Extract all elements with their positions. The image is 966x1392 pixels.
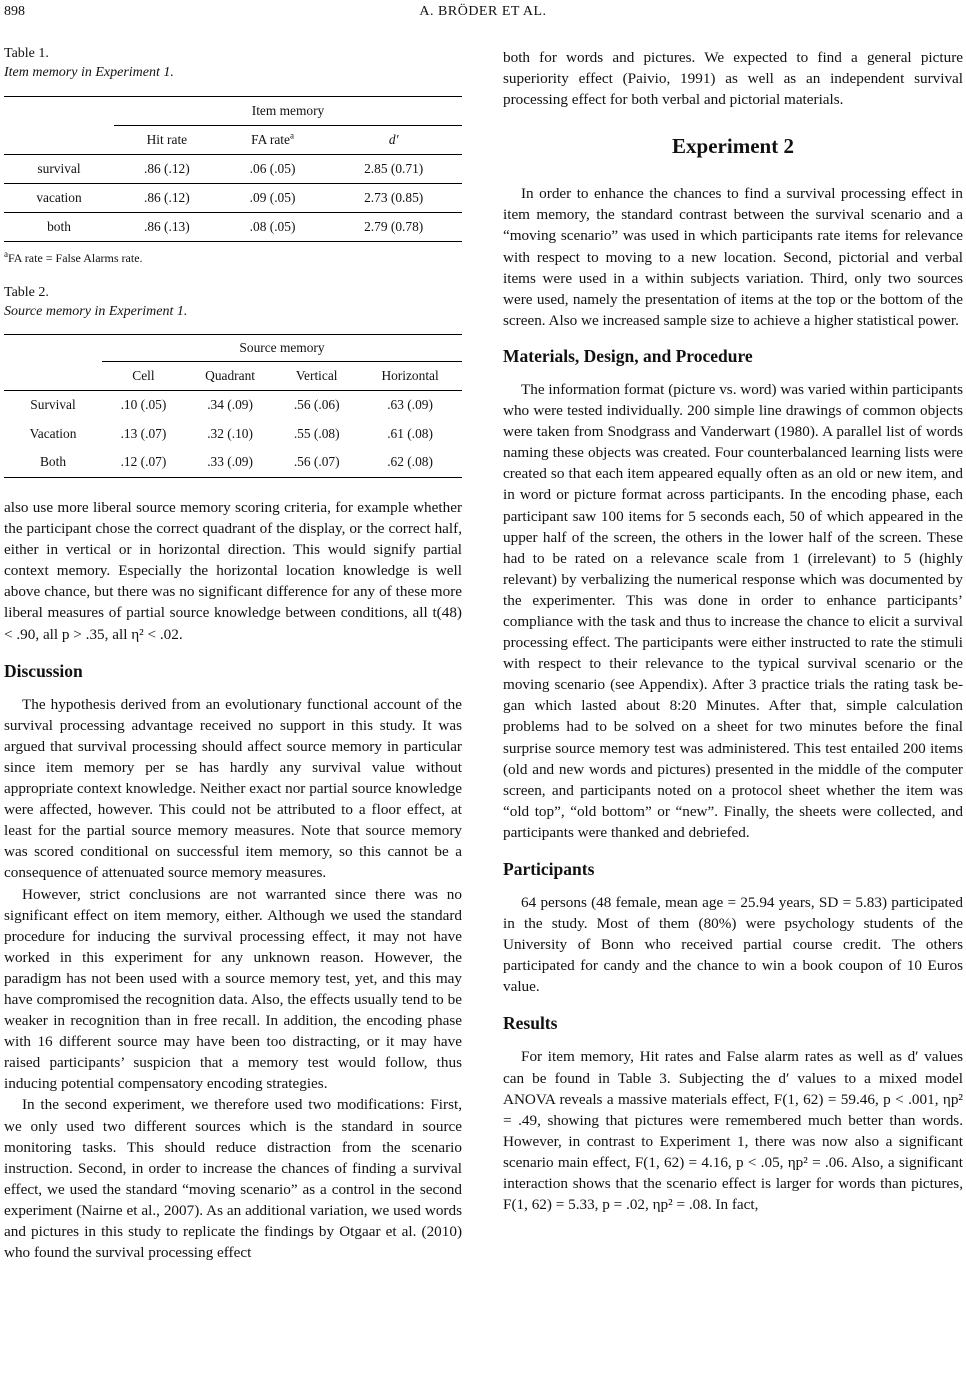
table2-group-header: Source memory	[102, 335, 462, 362]
paragraph: In the second experiment, we therefore used two modifications: First, we only used two different sources which is the standard in source monitoring tasks. This should reduce distraction from the scenario instruction. Second, in order to increase the chances of finding a survival effect, we used the standard “moving scenario” as a control in the second experiment (Nairne et al., 2007). As an additional variation, we used words and pictures in this study to replicate the findings by Otgaar et al. (2010) who found the survival processing effect	[4, 1096, 462, 1262]
table1-col-hit: Hit rate	[146, 132, 188, 147]
running-head: A. BRÖDER ET AL.	[419, 4, 547, 19]
page-number: 898	[4, 4, 25, 19]
table2-caption: Table 2.	[4, 285, 49, 300]
left-column	[4, 44, 462, 1263]
section-heading-discussion: Discussion	[4, 660, 83, 681]
table1-group-header: Item memory	[114, 97, 462, 126]
table2-col-cell: Cell	[132, 368, 155, 383]
paragraph: The information format (picture vs. word) was varied within participants who were tested individually. 200 simple line drawings of common objects were taken from Snodgrass and Vanderwart (1980). A parallel list of words naming these objects was created. Four counterbalanced learning lists were created so that each item appeared equally often as an old or new item, and in word or picture format across participants. In the encoding phase, each participant saw 100 items for 5 seconds each, 50 of which appeared in the upper half of the screen, the others in the lower half of the screen. These had to be rated on a relevance scale from 1 (irrelevant) to 5 (highly relevant) by verbalizing the numerical response which was documented by the experimenter. This was done in order to enhance participants’ compliance with the task and thus to increase the chance to elicit a survival processing effect. The participants were either instructed to rate the stimuli with respect to their relevance to the typical survival scenario or the moving scenario (see Appendix). After 3 practice trials the rating task began which lasted about 8:20 Minutes. After that, simple calculation problems had to be solved on a sheet for two minutes before the final surprise source memory test was administered. This test entailed 200 items (old and new words and pictures) presented in the middle of the computer screen, and participants noted on a protocol sheet whether the item was “old top”, “old bottom” or “new”. Finally, the sheets were collected, and participants were thanked and debriefed.	[503, 380, 963, 841]
paragraph: also use more liberal source memory scoring criteria, for example whether the participant chose the correct quadrant of the display, or the correct half, either in vertical or in horizontal direction. This would signify partial context memory. Especially the horizontal location knowledge is well above chance, but there was no significant difference for any of these more liberal measures of partial source knowledge between conditions, all t(48) < .90, all p > .35, all η² < .02.	[4, 499, 462, 643]
table2-col-horizontal: Horizontal	[381, 368, 439, 383]
right-column	[503, 47, 963, 1215]
table-row: both .86 (.13) .08 (.05) 2.79 (0.78)	[4, 213, 462, 242]
section-heading-participants: Participants	[503, 859, 595, 879]
table1-subtitle: Item memory in Experiment 1.	[4, 65, 174, 80]
table2-col-quadrant: Quadrant	[205, 368, 255, 383]
paragraph: The hypothesis derived from an evolutionary functional account of the survival processing advantage received no support in this study. It was argued that survival processing should affect source memory in particular since item memory per se has hardly any survival value without appropriate context knowledge. Neither exact nor partial source knowledge were affected, however. This could not be attributed to a floor effect, at least for the partial source memory measures. Note that source memory was scored conditional on successful item memory, so this cannot be a consequence of attenuated source memory measures.	[4, 695, 462, 882]
table2-col-vertical: Vertical	[295, 368, 338, 383]
section-heading-materials: Materials, Design, and Procedure	[503, 345, 753, 366]
table2	[4, 334, 462, 478]
paragraph: 64 persons (48 female, mean age = 25.94 years, SD = 5.83) participated in the study. Most of them (80%) were psychology students of the University of Bonn who received partial course credit. The others participated for candy and the chance to win a book coupon of 10 Euros value.	[503, 894, 963, 996]
table1-caption: Table 1.	[4, 46, 49, 61]
table2-subtitle: Source memory in Experiment 1.	[4, 304, 188, 319]
paragraph: both for words and pictures. We expected to find a general picture superiority effect (Paivio, 1991) as well as an independent survival processing effect for both verbal and pictorial materials.	[503, 49, 963, 109]
paragraph: However, strict conclusions are not warranted since there was no significant effect on item memory, either. Although we used the standard procedure for inducing the survival processing effect, it may not have worked in this experiment for any unknown reason. However, the paradigm has not been used with a source memory test, yet, and this may have compromised the recognition data. Also, the effects usually tend to be weaker in recognition than in free recall. In addition, the encoding phase with 16 different source may have been too distracting, or it may have raised participants’ suspicion that a memory test would follow, thus inducing potential compensatory encoding strategies.	[4, 885, 462, 1093]
table-row: survival .86 (.12) .06 (.05) 2.85 (0.71)	[4, 155, 462, 184]
paragraph: For item memory, Hit rates and False alarm rates as well as d′ values can be found in Table 3. Subjecting the d′ values to a mixed model ANOVA reveals a massive materials effect, F(1, 62) = 59.46, p < .001, ηp² = .49, showing that pictures were remembered much better than words. However, in contrast to Experiment 1, there was now also a significant scenario main effect, F(1, 62) = 4.16, p < .05, ηp² = .06. Also, a significant interaction shows that the scenario effect is larger for words than pictures, F(1, 62) = 5.33, p = .02, ηp² = .08. In fact,	[503, 1048, 963, 1214]
page-header	[0, 0, 966, 26]
table-row: Both .12 (.07) .33 (.09) .56 (.07) .62 (.08)	[4, 448, 462, 478]
table-row: Survival .10 (.05) .34 (.09) .56 (.06) .63 (.09)	[30, 397, 433, 413]
table1-col-fa: FA rate$^a$	[251, 130, 294, 147]
table-row: vacation .86 (.12) .09 (.05) 2.73 (0.85)	[4, 184, 462, 213]
table1	[4, 96, 462, 242]
section-heading-results: Results	[503, 1013, 558, 1034]
table1-note: $^a$FA rate = False Alarms rate.	[4, 249, 143, 265]
table-row: Vacation .13 (.07) .32 (.10) .55 (.08) .61 (.08)	[29, 425, 433, 441]
experiment-heading: Experiment 2	[672, 134, 794, 159]
table1-col-d: d′	[388, 132, 399, 147]
paragraph: In order to enhance the chances to find a survival processing effect in item memory, the standard contrast between the survival scenario and a “moving scenario” was used in which participants rate items for relevance with respect to moving to a new location. Second, pictorial and verbal items were used in a within subjects variation. Third, only two sources were used, namely the presentation of items at the top or the bottom of the screen. Also we increased sample size to achieve a higher statistical power.	[503, 185, 963, 329]
